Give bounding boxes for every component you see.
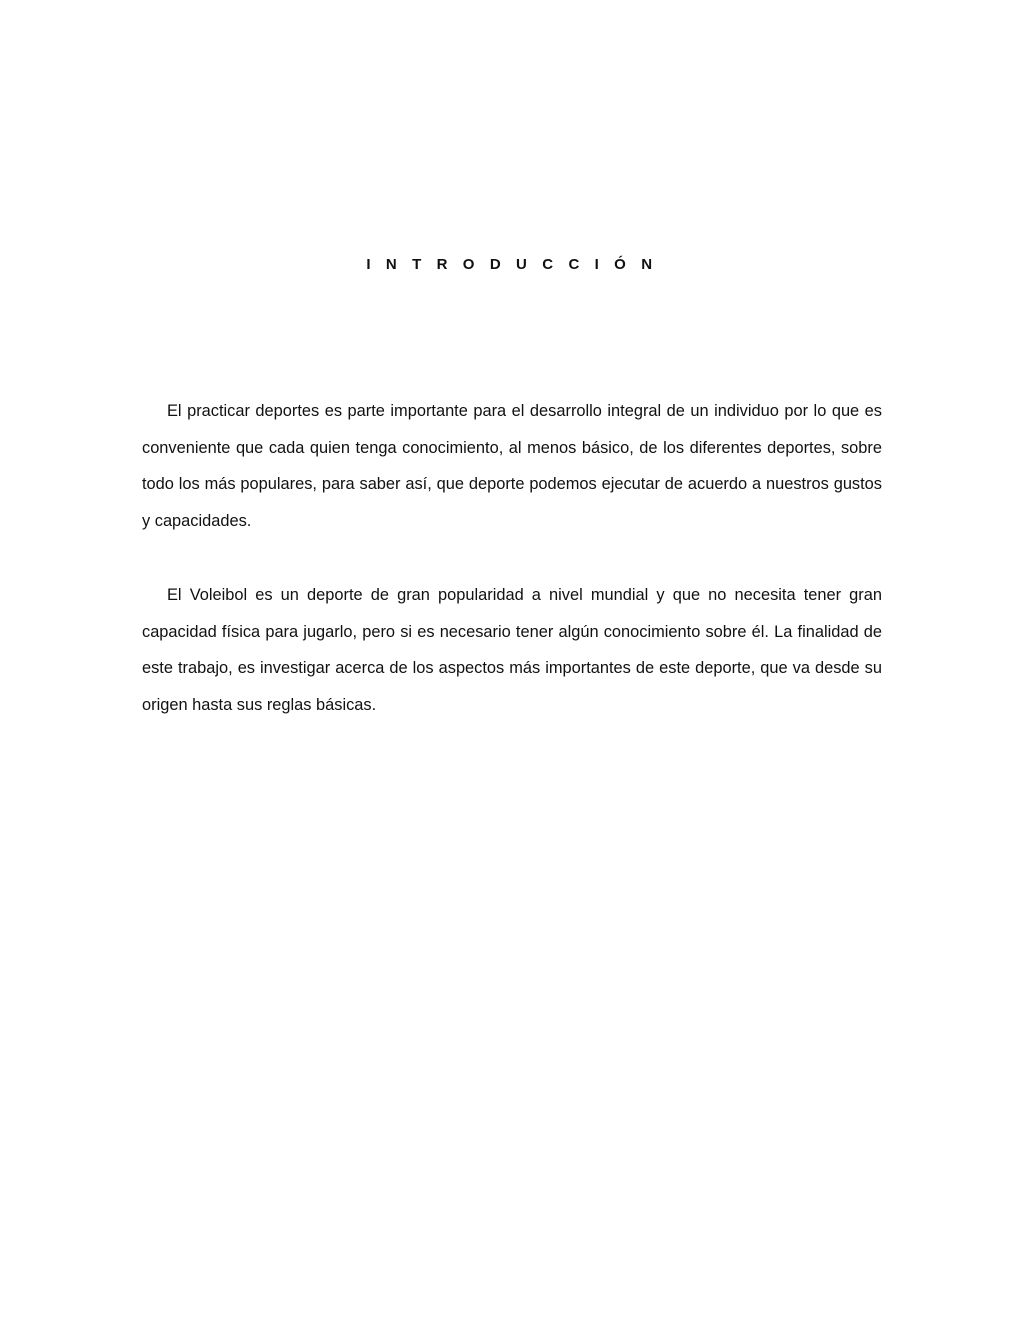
paragraph-intro: El practicar deportes es parte importante para el desarrollo integral de un individuo por lo que es conveniente que cada quien tenga conocimiento, al menos básico, de los diferentes deportes, sobre todo los más populares, para saber así, que deporte podemos ejecutar de acuerdo a nuestros gustos y capacidades. [142, 402, 882, 530]
page-title: I N T R O D U C C I Ó N [366, 256, 658, 273]
paragraph-voleibol: El Voleibol es un deporte de gran popularidad a nivel mundial y que no necesita tener gran capacidad física para jugarlo, pero si es necesario tener algún conocimiento sobre él. La finalidad de este trabajo, es investigar acerca de los aspectos más importantes de este deporte, que va desde su origen hasta sus reglas básicas. [142, 586, 882, 714]
